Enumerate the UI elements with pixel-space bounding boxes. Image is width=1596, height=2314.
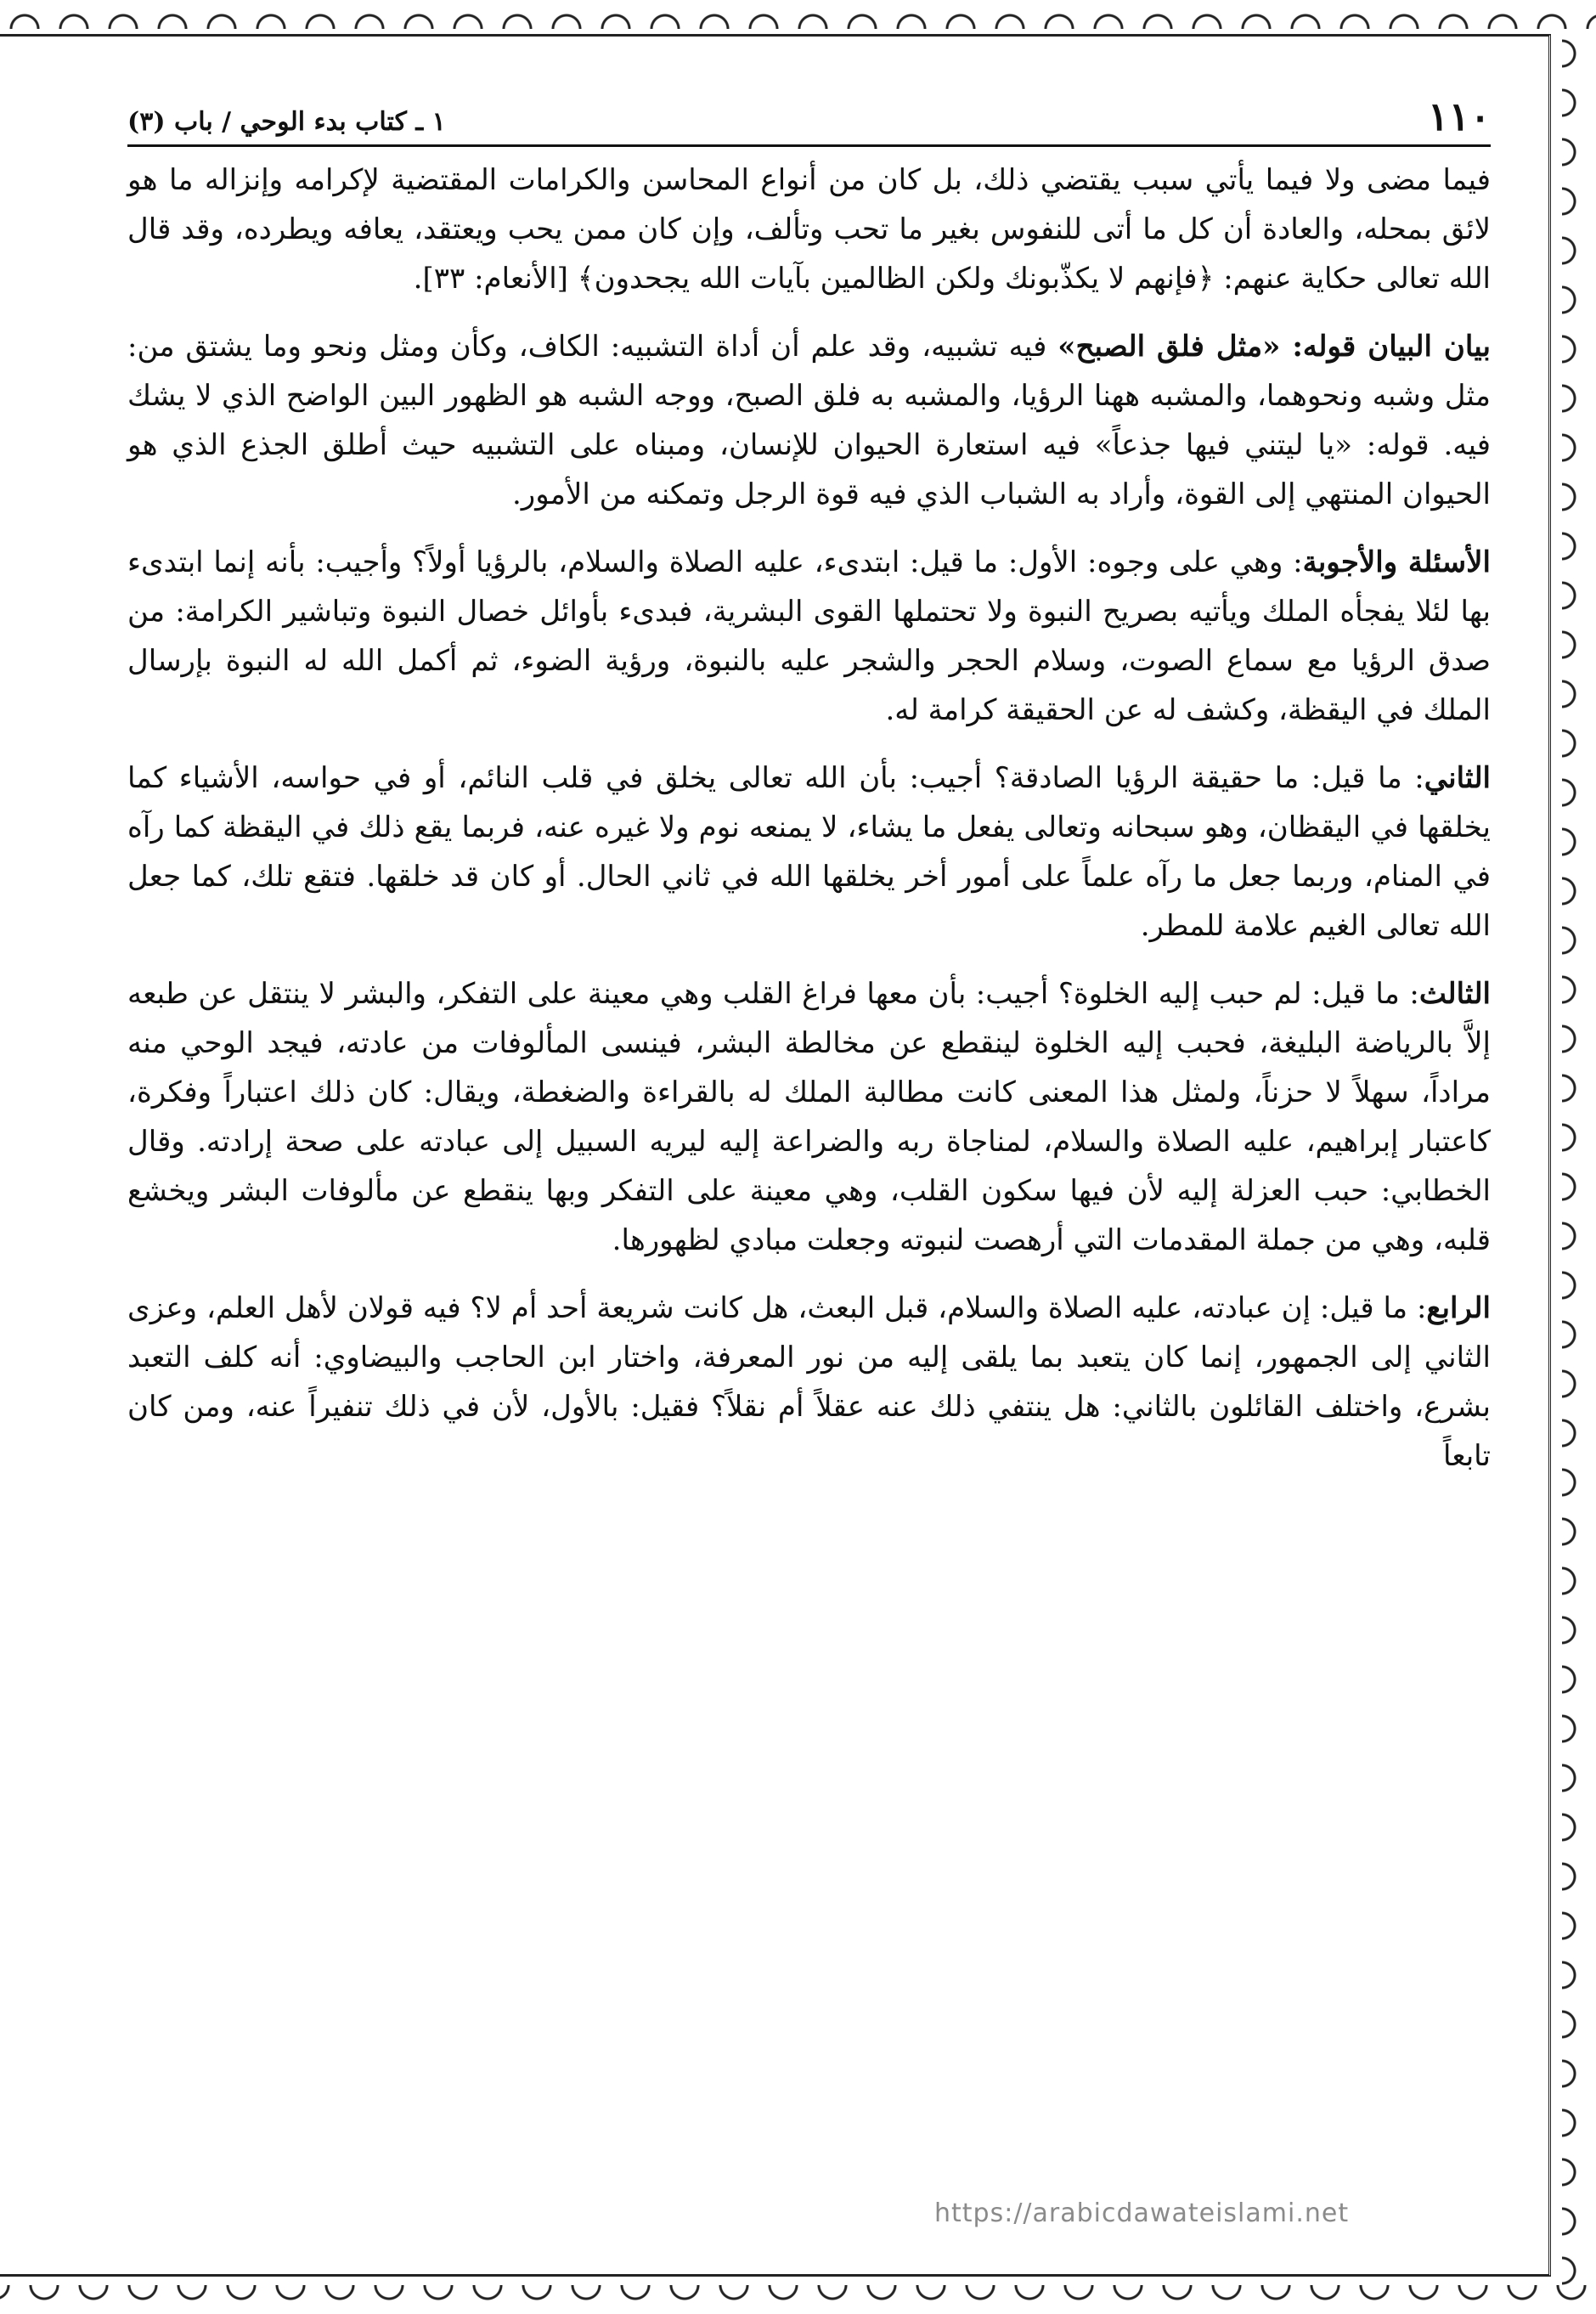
paragraph-lead: بيان البيان قوله: «مثل فلق الصبح» bbox=[1057, 330, 1491, 364]
ornamental-border-top bbox=[0, 0, 1596, 29]
paragraph-continuation bbox=[127, 155, 1491, 303]
paragraph-second bbox=[127, 753, 1491, 951]
paragraph-fourth bbox=[127, 1284, 1491, 1481]
ornamental-border-bottom bbox=[0, 2285, 1596, 2314]
ornamental-border-right bbox=[1562, 29, 1596, 2285]
paragraph-text: : ما قيل: ما حقيقة الرؤيا الصادقة؟ أجيب: بأن الله تعالى يخلق في قلب النائم، أو في حواسه، الأشياء كما يخلقها في اليقظان، وهو سبحانه وتعالى يفعل ما يشاء، لا يمنعه نوم ولا غيره عنه، فربما يقع ذلك في اليقظة كما رآه في المنام، وربما جعل ما رآه علماً على أمور أخر يخلقها الله في ثاني الحال. أو كان قد خلقها. فتقع تلك، كما جعل الله تعالى الغيم علامة للمطر. bbox=[127, 761, 1491, 943]
paragraph-questions bbox=[127, 538, 1491, 735]
paragraph-lead: الرابع bbox=[1426, 1291, 1491, 1325]
page-content bbox=[127, 93, 1491, 1499]
paragraph-text: فيما مضى ولا فيما يأتي سبب يقتضي ذلك، بل كان من أنواع المحاسن والكرامات المقتضية لإكرامه وإنزاله ما هو لائق بمحله، والعادة أن كل ما أتى للنفوس بغير ما تحب وتألف، وإن كان ممن يحب ويعتقد، يعافه ويطرده، وقد قال الله تعالى حكاية عنهم: ﴿فإنهم لا يكذّبونك ولكن الظالمين بآيات الله يجحدون﴾ [الأنعام: ٣٣]. bbox=[127, 163, 1491, 296]
paragraph-text: : وهي على وجوه: الأول: ما قيل: ابتدىء، عليه الصلاة والسلام، بالرؤيا أولاً؟ وأجيب: بأنه إنما ابتدىء بها لئلا يفجأه الملك ويأتيه بصريح النبوة ولا تحتملها القوى البشرية، فبدىء بأوائل خصال النبوة وتباشير الكرامة: من صدق الرؤيا مع سماع الصوت، وسلام الحجر والشجر عليه بالنبوة، ورؤية الضوء، ثم أكمل الله له النبوة بإرسال الملك في اليقظة، وكشف له عن الحقيقة كرامة له. bbox=[127, 545, 1491, 727]
page-header bbox=[127, 93, 1491, 147]
running-title: ١ ـ كتاب بدء الوحي / باب (٣) bbox=[127, 107, 446, 137]
paragraph-text: : ما قيل: لم حبب إليه الخلوة؟ أجيب: بأن معها فراغ القلب وهي معينة على التفكر، والبشر لا ينتقل عن طبعه إلاَّ بالرياضة البليغة، فحبب إليه الخلوة لينقطع عن مخالطة البشر، فينسى المألوفات من عادته، فيجد الوحي منه مراداً، سهلاً لا حزناً، ولمثل هذا المعنى كانت مطالبة الملك له بالقراءة والضغطة، ويقال: كان ذلك اعتباراً وفكرة، كاعتبار إبراهيم، عليه الصلاة والسلام، لمناجاة ربه والضراعة إليه ليريه السبيل إلى عبادته على صحة إرادته. وقال الخطابي: حبب العزلة إليه لأن فيها سكون القلب، وهي معينة على التفكر وبها ينقطع عن مألوفات البشر ويخشع قلبه، وهي من جملة المقدمات التي أرهصت لنبوته وجعلت مبادي لظهورها. bbox=[127, 977, 1491, 1257]
page-number: ١١٠ bbox=[1427, 93, 1491, 139]
paragraph-third bbox=[127, 969, 1491, 1265]
paragraph-text: : ما قيل: إن عبادته، عليه الصلاة والسلام، قبل البعث، هل كانت شريعة أحد أم لا؟ فيه قولان لأهل العلم، وعزى الثاني إلى الجمهور، إنما كان يتعبد بما يلقى إليه من نور المعرفة، واختار ابن الحاجب والبيضاوي: أنه كلف التعبد بشرع، واختلف القائلون بالثاني: هل ينتفي ذلك عنه عقلاً أم نقلاً؟ فقيل: بالأول، لأن في ذلك تنفيراً عنه، ومن كان تابعاً bbox=[127, 1291, 1491, 1473]
paragraph-bayan bbox=[127, 322, 1491, 519]
paragraph-lead: الأسئلة والأجوبة bbox=[1302, 545, 1491, 579]
paragraph-text: فيه تشبيه، وقد علم أن أداة التشبيه: الكاف، وكأن ومثل ونحو وما يشتق من: مثل وشبه ونحوهما، والمشبه ههنا الرؤيا، والمشبه به فلق الصبح، ووجه الشبه هو الظهور البين الواضح الذي لا يشك فيه. قوله: «يا ليتني فيها جذعاً» فيه استعارة الحيوان للإنسان، ومبناه على التشبيه حيث أطلق الجذع الذي هو الحيوان المنتهي إلى القوة، وأراد به الشباب الذي فيه قوة الرجل وتمكنه من الأمور. bbox=[127, 330, 1491, 511]
watermark-url: https://arabicdawateislami.net bbox=[934, 2198, 1350, 2228]
paragraph-lead: الثاني bbox=[1424, 761, 1492, 795]
paragraph-lead: الثالث bbox=[1418, 977, 1491, 1011]
